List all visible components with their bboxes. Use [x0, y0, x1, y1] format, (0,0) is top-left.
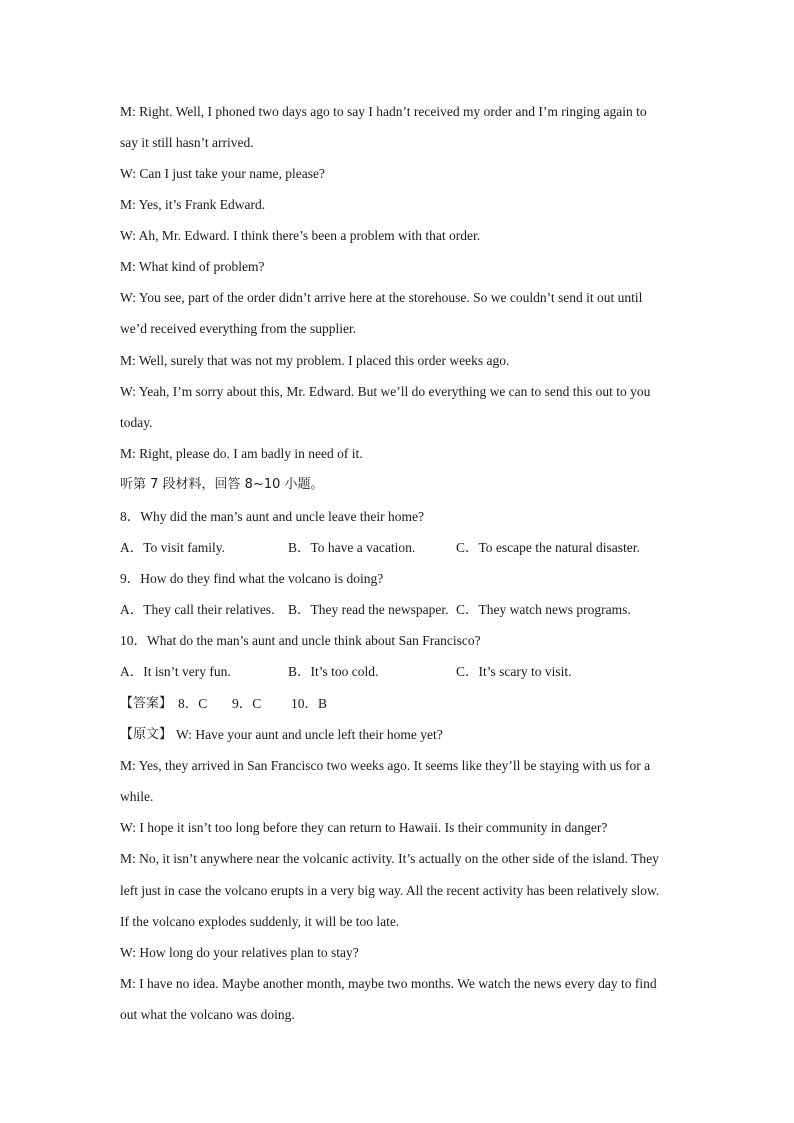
dialogue-line: M: Yes, it’s Frank Edward.	[120, 197, 266, 212]
dialogue-line: W: Ah, Mr. Edward. I think there’s been a problem with that order.	[120, 228, 481, 243]
dialogue-line: while.	[120, 789, 154, 804]
dialogue-line: M: Yes, they arrived in San Francisco two weeks ago. It seems like they’ll be staying with us for a	[120, 758, 651, 773]
dialogue-line: W: How long do your relatives plan to stay?	[120, 945, 359, 960]
dialogue-line: W: I hope it isn’t too long before they can return to Hawaii. Is their community in danger?	[120, 820, 608, 835]
option-b: B．To have a vacation.	[288, 540, 416, 555]
dialogue-line: M: I have no idea. Maybe another month, maybe two months. We watch the news every day to find	[120, 976, 657, 991]
dialogue-line: today.	[120, 415, 153, 430]
question-options	[120, 663, 680, 681]
dialogue-line: M: Right, please do. I am badly in need of it.	[120, 446, 363, 461]
option-b: B．They read the newspaper.	[288, 602, 449, 617]
question-stem: 10．What do the man’s aunt and uncle think about San Francisco?	[120, 633, 481, 648]
answer-item: 8．C	[178, 696, 208, 711]
dialogue-line: W: Yeah, I’m sorry about this, Mr. Edward. But we’ll do everything we can to send this out to you	[120, 384, 651, 399]
dialogue-line: M: Right. Well, I phoned two days ago to say I hadn’t received my order and I’m ringing again to	[120, 104, 647, 119]
dialogue-line: we’d received everything from the supplier.	[120, 321, 357, 336]
answer-item: 10．B	[291, 696, 328, 711]
dialogue-line: left just in case the volcano erupts in a very big way. All the recent activity has been relatively slow.	[120, 883, 660, 898]
dialogue-line: M: Well, surely that was not my problem. I placed this order weeks ago.	[120, 353, 510, 368]
question-options	[120, 539, 680, 557]
section-instruction: 听第 7 段材料，回答 8~10 小题。	[120, 477, 324, 492]
dialogue-line: W: You see, part of the order didn’t arrive here at the storehouse. So we couldn’t send it out until	[120, 290, 643, 305]
question-options	[120, 601, 680, 619]
dialogue-line: out what the volcano was doing.	[120, 1007, 295, 1022]
option-c: C．They watch news programs.	[456, 602, 631, 617]
transcript-label: 【原文】	[120, 727, 173, 742]
answer-item: 9．C	[232, 696, 262, 711]
question-stem: 9．How do they find what the volcano is doing?	[120, 571, 384, 586]
option-c: C．It’s scary to visit.	[456, 664, 572, 679]
dialogue-line: W: Have your aunt and uncle left their home yet?	[176, 727, 443, 742]
option-a: A．They call their relatives.	[120, 602, 275, 617]
dialogue-line: M: What kind of problem?	[120, 259, 265, 274]
option-b: B．It’s too cold.	[288, 664, 379, 679]
dialogue-line: M: No, it isn’t anywhere near the volcanic activity. It’s actually on the other side of the island. They	[120, 851, 659, 866]
dialogue-line: W: Can I just take your name, please?	[120, 166, 325, 181]
option-a: A．To visit family.	[120, 540, 226, 555]
transcript-first-line	[120, 726, 680, 744]
answer-label: 【答案】	[120, 696, 173, 711]
answer-line	[120, 695, 680, 713]
dialogue-line: If the volcano explodes suddenly, it will be too late.	[120, 914, 400, 929]
option-c: C．To escape the natural disaster.	[456, 540, 640, 555]
option-a: A．It isn’t very fun.	[120, 664, 231, 679]
question-stem: 8．Why did the man’s aunt and uncle leave their home?	[120, 509, 425, 524]
dialogue-line: say it still hasn’t arrived.	[120, 135, 254, 150]
